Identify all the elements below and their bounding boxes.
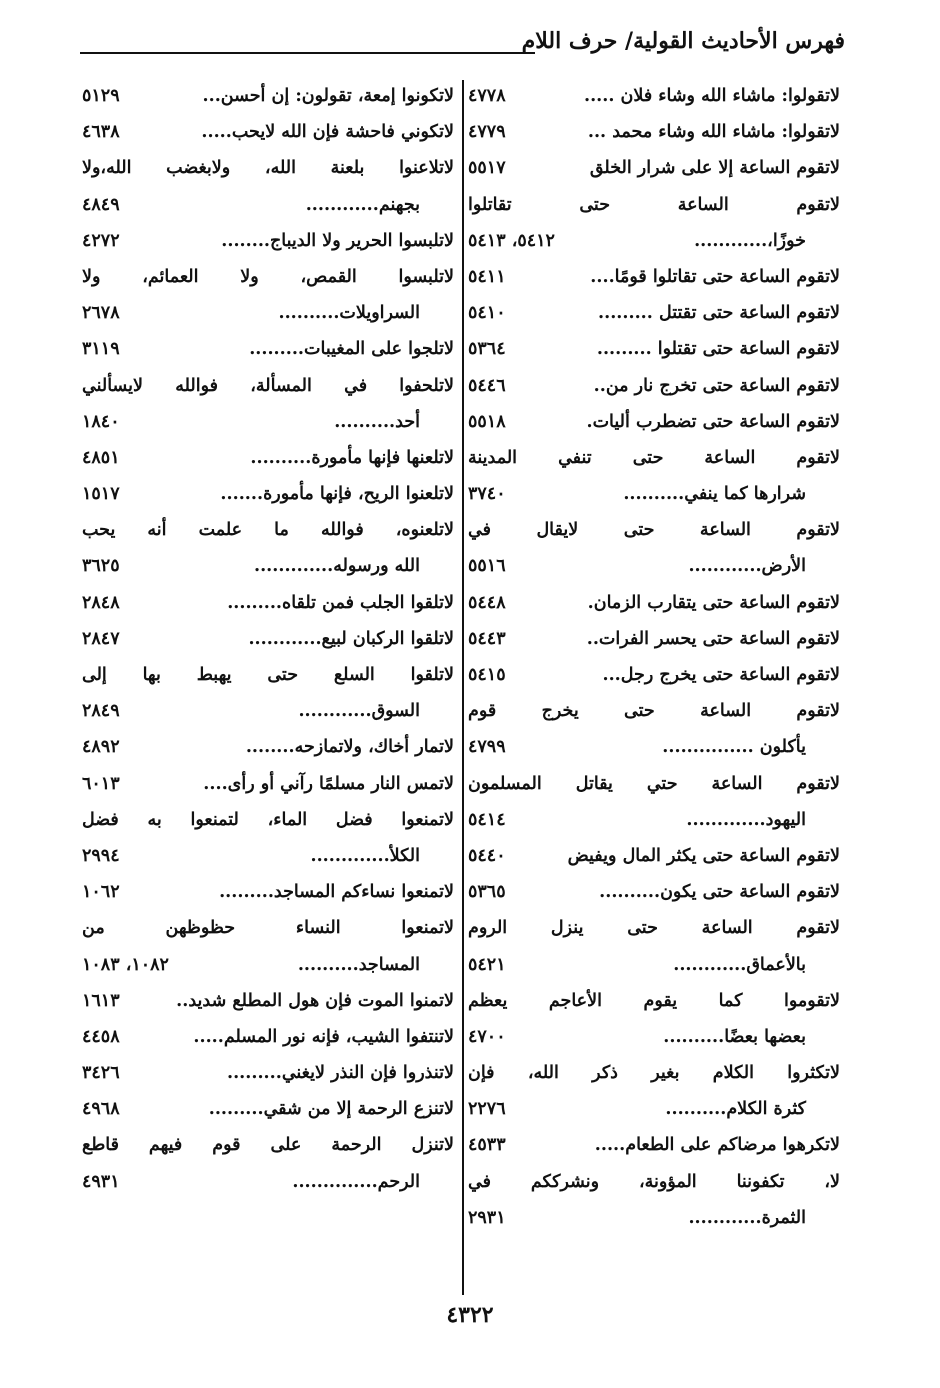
hadith-number: ٤٧٠٠: [468, 1026, 506, 1047]
index-entry-continuation: [82, 693, 454, 729]
entry-text: الثمرة............: [688, 1207, 806, 1228]
hadith-number: ٤٧٩٩: [468, 737, 506, 758]
hadith-number: ٥٤٤٦: [468, 375, 506, 396]
hadith-number: ١٦١٣: [82, 990, 120, 1011]
entry-text: لاتقوم الساعة حتى ينزل الروم: [468, 918, 840, 939]
index-entry: [82, 1127, 454, 1163]
entry-text: لاتقوم الساعة حتى تخرج نار من..: [593, 375, 840, 396]
entry-text: بجهنم............: [305, 194, 420, 215]
entry-text: لاتقوم الساعة حتى تقتتل .........: [598, 303, 840, 324]
index-column-right: [468, 78, 840, 1236]
hadith-number: ٢٨٤٩: [82, 701, 120, 722]
entry-text: خوزًا،............: [694, 230, 806, 251]
hadith-number: ٤٩٦٨: [82, 1099, 120, 1120]
entry-text: الرحم..............: [292, 1171, 420, 1192]
entry-text: لاتمنوا الموت فإن هول المطلع شديد..: [176, 990, 454, 1011]
hadith-number: ٥٤٤٠: [468, 845, 506, 866]
header-rule: [80, 52, 535, 54]
entry-text: لاتلاعنوا بلعنة الله، ولابغضب الله،ولا: [82, 158, 454, 179]
index-entry-continuation: [82, 838, 454, 874]
entry-text: الأرض............: [688, 556, 806, 577]
index-entry: [468, 910, 840, 946]
entry-text: لاتقوم الساعة حتى تقتلوا .........: [596, 339, 840, 360]
hadith-number: ٤٤٥٨: [82, 1026, 120, 1047]
index-entry: [468, 440, 840, 476]
entry-text: السوق............: [298, 701, 420, 722]
hadith-number: ١٠٦٢: [82, 882, 120, 903]
entry-text: لاتمنعوا فضل الماء، لتمنعوا به فضل: [82, 809, 454, 830]
entry-text: لاتلعنها فإنها مأمورة..........: [250, 447, 454, 468]
entry-text: لاتكثروا الكلام بغير ذكر الله، فإن: [468, 1063, 840, 1084]
hadith-number: ٤٩٣١: [82, 1171, 120, 1192]
index-entry-continuation: [82, 1164, 454, 1200]
index-entry-continuation: [468, 947, 840, 983]
entry-text: بالأعماق............: [673, 954, 806, 975]
index-entry: [468, 1164, 840, 1200]
entry-text: لاتنزع الرحمة إلا من شقي.........: [208, 1099, 454, 1120]
hadith-number: ٥٣٦٥: [468, 882, 506, 903]
entry-text: لاتمنعوا نساءكم المساجد.........: [219, 882, 454, 903]
hadith-number: ٢٨٤٧: [82, 628, 120, 649]
entry-text: أحد..........: [334, 411, 420, 432]
index-entry: [82, 983, 454, 1019]
index-entry-continuation: [468, 223, 840, 259]
entry-text: شرارها كما ينفي..........: [623, 484, 806, 505]
index-entry-continuation: [468, 548, 840, 584]
entry-text: لاتقولوا: ماشاء الله وشاء محمد ...: [587, 122, 840, 143]
index-entry: [82, 368, 454, 404]
index-entry: [82, 512, 454, 548]
entry-text: لاتلقوا السلع حتى يهبط بها إلى: [82, 665, 454, 685]
hadith-number: ١٨٤٠: [82, 411, 120, 432]
hadith-number: ٣٦٢٥: [82, 556, 120, 577]
hadith-number: ٤٥٣٣: [468, 1135, 506, 1156]
hadith-number: ٥٤١٥: [468, 665, 506, 685]
entry-text: لاتقوم الساعة حتى تقاتلوا: [468, 194, 840, 215]
entry-text: لاتلجوا على المغيبات.........: [249, 339, 454, 360]
index-entry: [82, 874, 454, 910]
index-entry: [468, 331, 840, 367]
index-entry-continuation: [82, 548, 454, 584]
entry-text: يأكلون ...............: [662, 737, 806, 758]
hadith-number: ٥٤١٢، ٥٤١٣: [468, 230, 555, 251]
hadith-number: ٣٤٢٦: [82, 1063, 120, 1084]
hadith-number: ٤٨٤٩: [82, 194, 120, 215]
entry-text: لاتقوم الساعة حتى يخرج رجل...: [602, 665, 840, 685]
entry-text: بعضها بعضًا..........: [663, 1026, 806, 1047]
index-entry: [468, 512, 840, 548]
index-entry: [468, 259, 840, 295]
entry-text: لاتلحفوا في المسألة، فوالله لايسألني: [82, 375, 454, 396]
hadith-number: ٤٧٧٨: [468, 86, 506, 106]
entry-text: لاتكونوا إمعة، تقولون: إن أحسن...: [202, 86, 454, 106]
index-entry: [82, 729, 454, 765]
entry-text: لاتكرهوا مرضاكم على الطعام.....: [594, 1135, 840, 1156]
entry-text: المساجد..........: [297, 954, 420, 975]
entry-text: لاتلقوا الجلب فمن تلقاه.........: [227, 592, 454, 613]
entry-text: لاتمنعوا النساء حظوظهن من: [82, 918, 454, 939]
index-entry: [468, 368, 840, 404]
hadith-number: ٢٦٧٨: [82, 303, 120, 324]
index-entry: [468, 78, 840, 114]
index-entry: [468, 1127, 840, 1163]
entry-text: لاتقوم الساعة حتى يكون..........: [599, 882, 840, 903]
index-entry: [82, 1019, 454, 1055]
hadith-number: ٢٨٤٨: [82, 592, 120, 613]
entry-text: لاتنذروا فإن النذر لايغني.........: [226, 1063, 454, 1084]
index-entry: [82, 910, 454, 946]
index-entry: [468, 187, 840, 223]
index-entry: [82, 259, 454, 295]
entry-text: لاتنتفوا الشيب، فإنه نور المسلم.....: [193, 1026, 454, 1047]
index-entry-continuation: [468, 476, 840, 512]
index-entry: [82, 1091, 454, 1127]
hadith-number: ٢٩٣١: [468, 1207, 506, 1228]
page-number: ٤٣٢٢: [446, 1302, 494, 1328]
entry-text: لاتلعنوه، فوالله ما علمت أنه يحب: [82, 520, 454, 541]
index-entry: [468, 1055, 840, 1091]
entry-text: لاتقوم الساعة حتى يكثر المال ويفيض: [567, 845, 840, 866]
index-entry: [82, 114, 454, 150]
entry-text: لاتقوم الساعة حتى تنفي المدينة: [468, 447, 840, 468]
index-entry: [82, 440, 454, 476]
index-entry: [468, 295, 840, 331]
index-entry: [82, 585, 454, 621]
entry-text: لاتقوم الساعة حتي يقاتل المسلمون: [468, 773, 840, 794]
entry-text: الكلأ.............: [310, 845, 420, 866]
hadith-number: ٥٥١٧: [468, 158, 506, 179]
index-entry: [82, 621, 454, 657]
hadith-number: ٤٨٩٢: [82, 737, 120, 758]
index-entry: [82, 223, 454, 259]
index-entry: [468, 983, 840, 1019]
hadith-number: ٤٨٥١: [82, 447, 120, 468]
entry-text: اليهود.............: [686, 809, 806, 830]
index-entry: [468, 114, 840, 150]
index-entry: [468, 585, 840, 621]
index-entry: [82, 476, 454, 512]
entry-text: لاتمار أخاك، ولاتمازحه........: [245, 737, 454, 758]
index-entry-continuation: [468, 729, 840, 765]
entry-text: لاتلبسوا الحرير ولا الديباج........: [221, 230, 454, 251]
index-entry: [468, 838, 840, 874]
hadith-number: ٥٣٦٤: [468, 339, 506, 360]
hadith-number: ٥٥١٦: [468, 556, 506, 577]
index-entry-continuation: [82, 947, 454, 983]
index-entry: [82, 150, 454, 186]
column-divider: [462, 80, 464, 1295]
index-entry: [468, 657, 840, 693]
index-entry: [468, 766, 840, 802]
hadith-number: ٣٧٤٠: [468, 484, 506, 505]
entry-text: لاتكوني فاحشة فإن الله لايحب.....: [201, 122, 454, 143]
entry-text: لاتقوم الساعة حتى يتقارب الزمان.: [587, 592, 840, 613]
index-entry: [468, 621, 840, 657]
entry-text: لاتقوموا كما يقوم الأعاجم يعظم: [468, 990, 840, 1011]
index-entry: [468, 404, 840, 440]
hadith-number: ٥٥١٨: [468, 411, 506, 432]
hadith-number: ٥٤١٠: [468, 303, 506, 324]
hadith-number: ٥٤١١: [468, 266, 506, 287]
index-entry-continuation: [468, 1200, 840, 1236]
hadith-number: ٥٤١٤: [468, 809, 506, 830]
entry-text: كثرة الكلام..........: [665, 1099, 806, 1120]
index-entry: [468, 693, 840, 729]
entry-text: لاتقوم الساعة حتى لايقال في: [468, 520, 840, 541]
entry-text: لاتلبسوا القمص، ولا العمائم، ولا: [82, 266, 454, 287]
hadith-number: ٥٤٤٨: [468, 592, 506, 613]
entry-text: لاتقولوا: ماشاء الله وشاء فلان .....: [584, 86, 840, 106]
entry-text: لا، تكفوننا المؤونة، ونشرككم في: [468, 1171, 840, 1192]
hadith-number: ٤٢٧٢: [82, 230, 120, 251]
entry-text: لاتلعنوا الريح، فإنها مأمورة.......: [220, 484, 454, 505]
hadith-number: ٥٤٤٣: [468, 628, 506, 649]
entry-text: السراويلات..........: [278, 303, 420, 324]
index-entry-continuation: [468, 802, 840, 838]
hadith-number: ٤٦٣٨: [82, 122, 120, 143]
entry-text: لاتنزل الرحمة على قوم فيهم قاطع: [82, 1135, 454, 1156]
hadith-number: ٢٩٩٤: [82, 845, 120, 866]
index-column-left: [82, 78, 454, 1200]
entry-text: لاتقوم الساعة حتى يخرج قوم: [468, 701, 840, 722]
hadith-number: ٢٢٧٦: [468, 1099, 506, 1120]
entry-text: لاتمس النار مسلمًا رآني أو رأى....: [203, 773, 454, 794]
header-title: فهرس الأحاديث القولية/ حرف اللام: [521, 28, 845, 54]
hadith-number: ٤٧٧٩: [468, 122, 506, 143]
hadith-number: ٦٠١٣: [82, 773, 120, 794]
page-header: [80, 22, 845, 62]
index-entry: [82, 331, 454, 367]
index-entry: [82, 78, 454, 114]
hadith-number: ٥٤٢١: [468, 954, 506, 975]
index-entry: [82, 802, 454, 838]
index-entry-continuation: [82, 295, 454, 331]
entry-text: لاتقوم الساعة إلا على شرار الخلق: [589, 158, 840, 179]
index-entry: [82, 766, 454, 802]
index-entry-continuation: [82, 187, 454, 223]
index-entry: [468, 874, 840, 910]
index-entry: [82, 657, 454, 693]
hadith-number: ١٥١٧: [82, 484, 120, 505]
hadith-number: ٥١٢٩: [82, 86, 120, 106]
entry-text: لاتلقوا الركبان لبيع............: [248, 628, 454, 649]
entry-text: لاتقوم الساعة حتى تقاتلوا قومًا....: [590, 266, 840, 287]
index-entry-continuation: [82, 404, 454, 440]
hadith-number: ١٠٨٢، ١٠٨٣: [82, 954, 169, 975]
hadith-number: ٣١١٩: [82, 339, 120, 360]
index-entry-continuation: [468, 1019, 840, 1055]
index-entry: [82, 1055, 454, 1091]
entry-text: لاتقوم الساعة حتى يحسر الفرات..: [586, 628, 840, 649]
entry-text: لاتقوم الساعة حتى تضطرب أليات.: [586, 411, 840, 432]
index-entry-continuation: [468, 1091, 840, 1127]
index-entry: [468, 150, 840, 186]
entry-text: الله ورسوله.............: [254, 556, 420, 577]
